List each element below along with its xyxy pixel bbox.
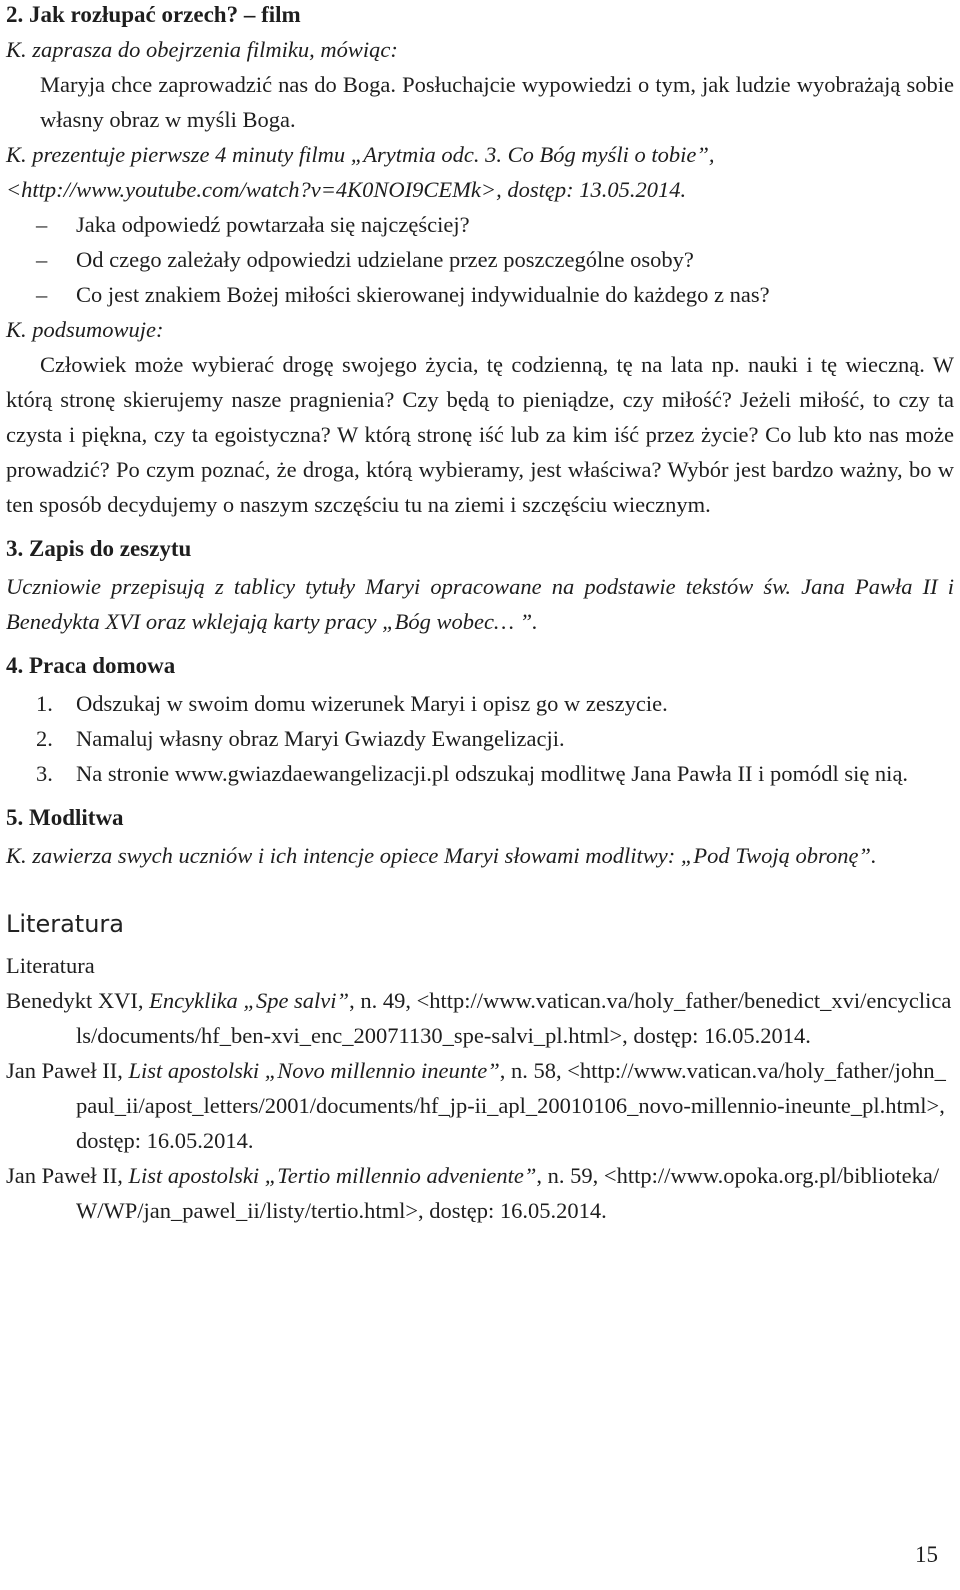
list-item: 1. Odszukaj w swoim domu wizerunek Maryi i opisz go w zeszycie. <box>36 691 668 716</box>
reference-item: Jan Paweł II, List apostolski „Novo millennio ineunte”, n. 58, <http://www.vatican.va/holy_father/john_paul_ii/apost_letters/2001/documents/hf_jp-ii_apl_20010106_novo-millennio-ineunte_pl.html>, dostęp: 16.05.2014. <box>6 1058 946 1153</box>
page-number: 15 <box>915 1542 938 1567</box>
dash-marker: – <box>36 247 48 272</box>
section-2-heading: 2. Jak rozłupać orzech? – film <box>6 2 301 27</box>
list-item: – Jaka odpowiedź powtarzała się najczęściej? <box>6 207 954 242</box>
section-3-heading: 3. Zapis do zeszytu <box>6 536 192 561</box>
dash-marker: – <box>36 212 48 237</box>
reference-item: Jan Paweł II, List apostolski „Tertio millennio adveniente”, n. 59, <http://www.opoka.org.pl/biblioteka/W/WP/jan_pawel_ii/listy/tertio.html>, dostęp: 16.05.2014. <box>6 1163 940 1223</box>
dash-marker: – <box>36 282 48 307</box>
literature-heading: Literatura <box>6 910 124 938</box>
section-4-heading: 4. Praca domowa <box>6 653 176 678</box>
section-5-text: K. zawierza swych uczniów i ich intencje opiece Maryi słowami modlitwy: „Pod Twoją obronę”. <box>6 843 877 868</box>
reference-list <box>6 983 954 1228</box>
homework-list <box>6 686 954 791</box>
document-page <box>6 0 954 1228</box>
reference-item: Benedykt XVI, Encyklika „Spe salvi”, n. 49, <http://www.vatican.va/holy_father/benedict_xvi/encyclicals/documents/hf_ben-xvi_enc_20071130_spe-salvi_pl.html>, dostęp: 16.05.2014. <box>6 988 952 1048</box>
list-item: 3. Na stronie www.gwiazdaewangelizacji.pl odszukaj modlitwę Jana Pawła II i pomódl się nią. <box>36 761 909 786</box>
question-list <box>6 207 954 312</box>
section-3-text: Uczniowie przepisują z tablicy tytuły Maryi opracowane na podstawie tekstów św. Jana Pawła II i Benedykta XVI oraz wklejają karty pracy „Bóg wobec… ”. <box>6 574 954 634</box>
summary-intro: K. podsumowuje: <box>6 317 164 342</box>
list-item: – Od czego zależały odpowiedzi udzielane przez poszczególne osoby? <box>6 242 954 277</box>
section-2-quote: Maryja chce zaprowadzić nas do Boga. Posłuchajcie wypowiedzi o tym, jak ludzie wyobrażają sobie własny obraz w myśli Boga. <box>40 72 954 132</box>
film-note: K. prezentuje pierwsze 4 minuty filmu „Arytmia odc. 3. Co Bóg myśli o tobie”, <http://www.youtube.com/watch?v=4K0NOI9CEMk>, dostęp: 13.05.2014. <box>6 142 715 202</box>
list-item: 2. Namaluj własny obraz Maryi Gwiazdy Ewangelizacji. <box>36 726 565 751</box>
section-2-intro: K. zaprasza do obejrzenia filmiku, mówiąc: <box>6 37 398 62</box>
section-5-heading: 5. Modlitwa <box>6 805 124 830</box>
summary-text: Człowiek może wybierać drogę swojego życia, tę codzienną, tę na lata np. nauki i tę wieczną. W którą stronę skierujemy nasze pragnienia? Czy będą to pieniądze, czy miłość? Jeżeli miłość, to czy ta czysta i piękna, czy ta egoistyczna? W którą stronę iść lub za kim iść przez życie? Co lub kto nas może prowadzić? Po czym poznać, że droga, którą wybieramy, jest właściwa? Wybór jest bardzo ważny, bo w ten sposób decydujemy o naszym szczęściu tu na ziemi i szczęściu wiecznym. <box>6 352 954 517</box>
literature-subheading: Literatura <box>6 953 95 978</box>
list-item: – Co jest znakiem Bożej miłości skierowanej indywidualnie do każdego z nas? <box>6 277 954 312</box>
